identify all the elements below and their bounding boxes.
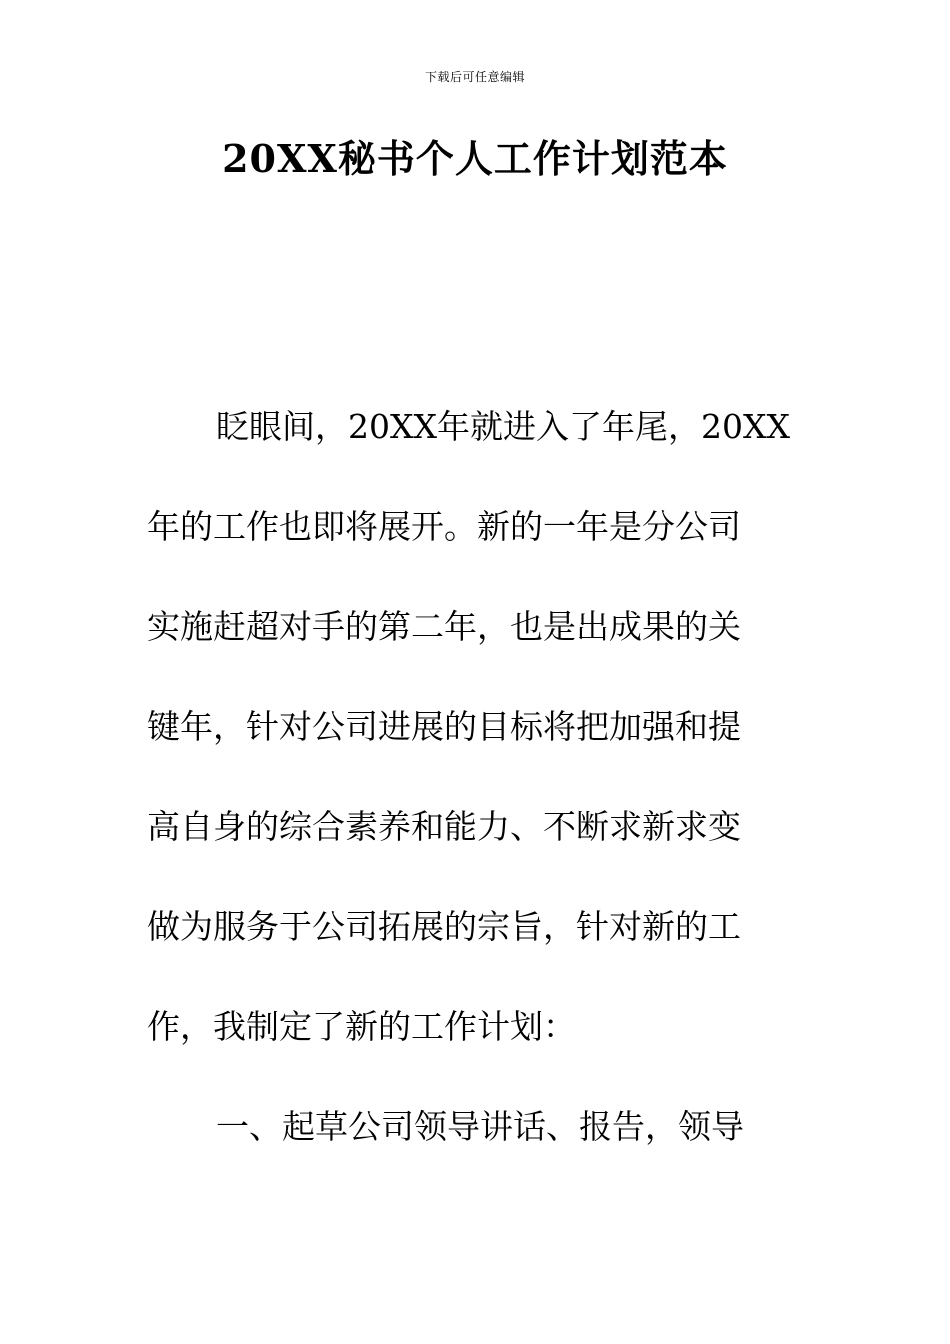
paragraph-line: 高自身的综合素养和能力、不断求新求变 bbox=[147, 807, 741, 846]
paragraph-line: 实施赶超对手的第二年，也是出成果的关 bbox=[147, 607, 741, 646]
header-note: 下载后可任意编辑 bbox=[424, 70, 525, 84]
paragraph-line: 作，我制定了新的工作计划： bbox=[147, 1007, 576, 1046]
paragraph-line: 键年，针对公司进展的目标将把加强和提 bbox=[147, 707, 741, 746]
paragraph-line: 年的工作也即将展开。新的一年是分公司 bbox=[147, 507, 741, 546]
document-title: 20XX秘书个人工作计划范本 bbox=[222, 136, 728, 181]
paragraph-line: 做为服务于公司拓展的宗旨，针对新的工 bbox=[147, 907, 741, 946]
paragraph-line: 眨眼间，20XX年就进入了年尾，20XX bbox=[216, 407, 790, 446]
section-heading-line: 一、起草公司领导讲话、报告，领导 bbox=[216, 1107, 744, 1146]
